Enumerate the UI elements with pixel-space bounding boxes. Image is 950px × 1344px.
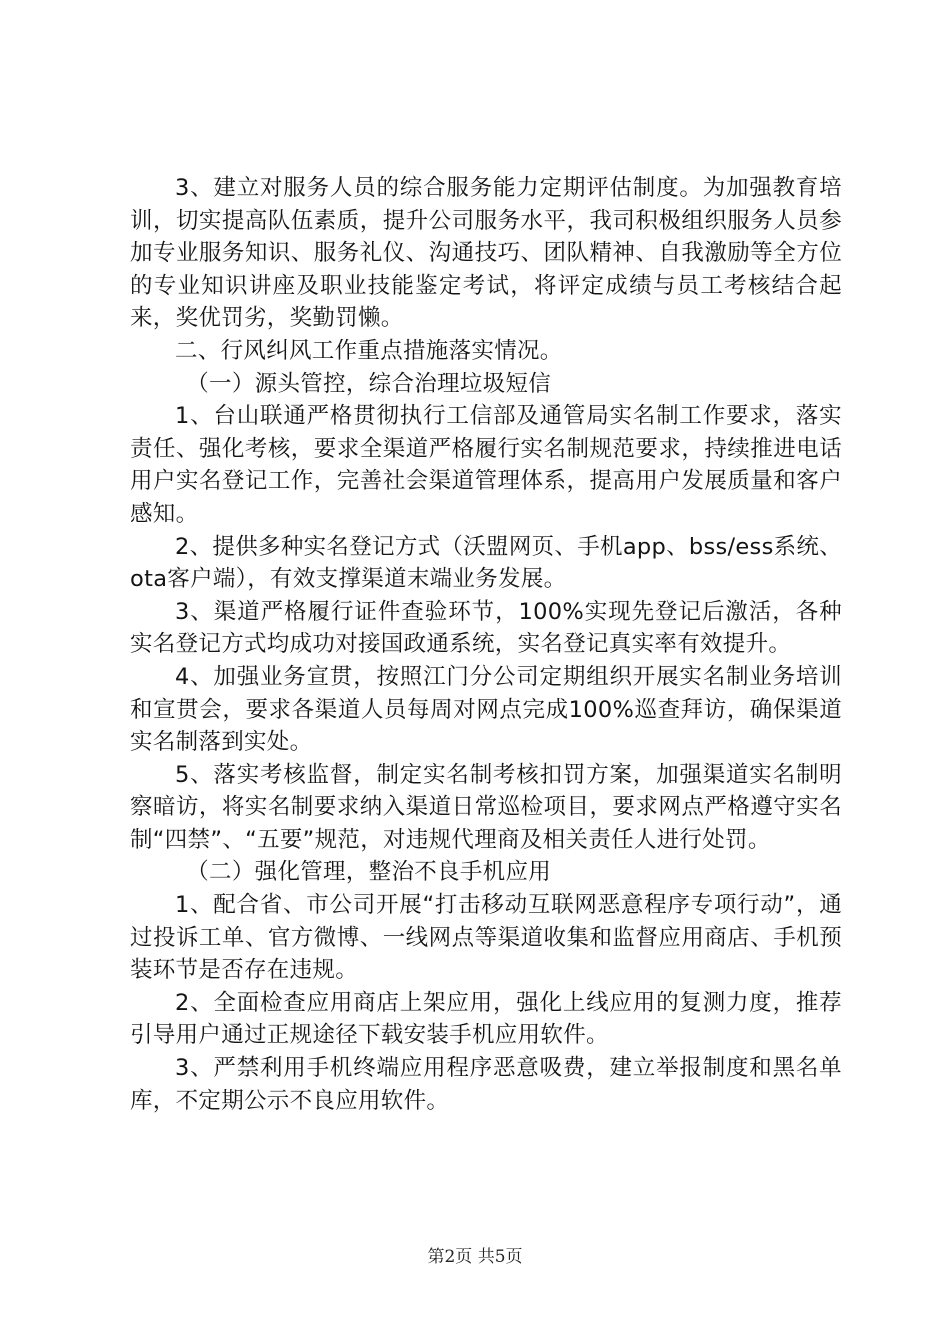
paragraph-registration-methods: 2、提供多种实名登记方式（沃盟网页、手机app、bss/ess系统、ota客户端），有效支撑渠道末端业务发展。 <box>130 533 842 593</box>
paragraph-malicious-fees: 3、严禁利用手机终端应用程序恶意吸费，建立举报制度和黑名单库，不定期公示不良应用软件。 <box>130 1055 842 1114</box>
paragraph-supervision: 5、落实考核监督，制定实名制考核扣罚方案，加强渠道实名制明察暗访，将实名制要求纳入渠道日常巡检项目，要求网点严格遵守实名制“四禁”、“五要”规范，对违规代理商及相关责任人进行处罚。 <box>130 761 842 853</box>
page-number-footer: 第2页 共5页 <box>427 1247 523 1267</box>
paragraph-app-store-check: 2、全面检查应用商店上架应用，强化上线应用的复测力度，推荐引导用户通过正规途径下载安装手机应用软件。 <box>130 989 842 1049</box>
paragraph-service-evaluation: 3、建立对服务人员的综合服务能力定期评估制度。为加强教育培训，切实提高队伍素质，提升公司服务水平，我司积极组织服务人员参加专业服务知识、服务礼仪、沟通技巧、团队精神、自我激励等全方位的专业知识讲座及职业技能鉴定考试，将评定成绩与员工考核结合起来，奖优罚劣，奖勤罚懒。 <box>130 175 842 332</box>
subsection-heading-app-management: （二）强化管理，整治不良手机应用 <box>186 859 552 886</box>
paragraph-id-verification: 3、渠道严格履行证件查验环节，100%实现先登记后激活，各种实名登记方式均成功对接国政通系统，实名登记真实率有效提升。 <box>130 598 842 658</box>
paragraph-real-name-requirements: 1、台山联通严格贯彻执行工信部及通管局实名制工作要求，落实责任、强化考核，要求全渠道严格履行实名制规范要求，持续推进电话用户实名登记工作，完善社会渠道管理体系，提高用户发展质量和客户感知。 <box>130 403 842 527</box>
paragraph-training: 4、加强业务宣贯，按照江门分公司定期组织开展实名制业务培训和宣贯会，要求各渠道人员每周对网点完成100%巡查拜访，确保渠道实名制落到实处。 <box>130 663 842 756</box>
paragraph-special-action: 1、配合省、市公司开展“打击移动互联网恶意程序专项行动”，通过投诉工单、官方微博、一线网点等渠道收集和监督应用商店、手机预装环节是否存在违规。 <box>130 892 842 984</box>
subsection-heading-source-control: （一）源头管控，综合治理垃圾短信 <box>186 370 552 397</box>
document-body <box>130 172 842 1117</box>
section-heading-two: 二、行风纠风工作重点措施落实情况。 <box>175 337 563 364</box>
